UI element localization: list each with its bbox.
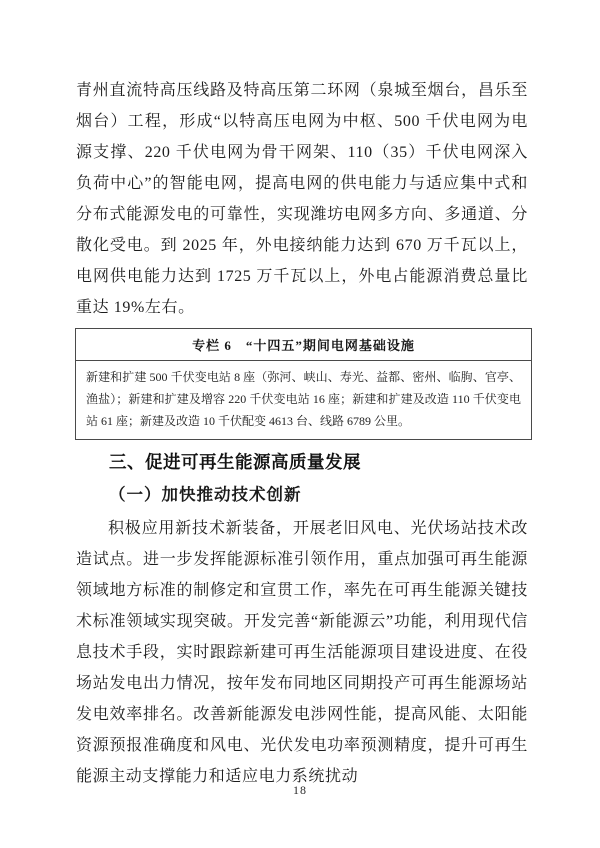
- paragraph-grid-construction: 青州直流特高压线路及特高压第二环网（泉城至烟台，昌乐至烟台）工程，形成“以特高压电网为中枢、500 千伏电网为电源支撑、220 千伏电网为骨干网架、110（35）千伏电网深入负荷中心”的智能电网，提高电网的供电能力与适应集中式和分布式能源发电的可靠性，实现潍坊电网多方向、多通道、分散化受电。到 2025 年，外电接纳能力达到 670 万千瓦以上，电网供电能力达到 1725 万千瓦以上，外电占能源消费总量比重达 19%左右。: [76, 82, 528, 316]
- box-column-6: [75, 328, 532, 440]
- subsection-heading-tech-innovation: （一）加快推动技术创新: [109, 485, 302, 504]
- section-heading-renewable-energy: 三、促进可再生能源高质量发展: [109, 452, 361, 472]
- page-number: 18: [293, 783, 307, 797]
- paragraph-tech-innovation: 积极应用新技术新装备，开展老旧风电、光伏场站技术改造试点。进一步发挥能源标准引领作用，重点加强可再生能源领域地方标准的制修定和宣贯工作，率先在可再生能源关键技术标准领域实现突破。开发完善“新能源云”功能，利用现代信息技术手段，实时跟踪新建可再生活能源项目建设进度、在役场站发电出力情况，按年发布同地区同期投产可再生能源场站发电效率排名。改善新能源发电涉网性能，提高风能、太阳能资源预报准确度和风电、光伏发电功率预测精度，提升可再生能源主动支撑能力和适应电力系统扰动: [76, 520, 528, 785]
- box-column-6-body: 新建和扩建 500 千伏变电站 8 座（弥河、峡山、寿光、益都、密州、临朐、官亭、渔盐）；新建和扩建及增容 220 千伏变电站 16 座；新建和扩建及改造 110 千伏变电站 61 座；新建及改造 10 千伏配变 4613 台、线路 6789 公里。: [86, 370, 521, 428]
- box-column-6-title: 专栏 6 “十四五”期间电网基础设施: [76, 329, 531, 361]
